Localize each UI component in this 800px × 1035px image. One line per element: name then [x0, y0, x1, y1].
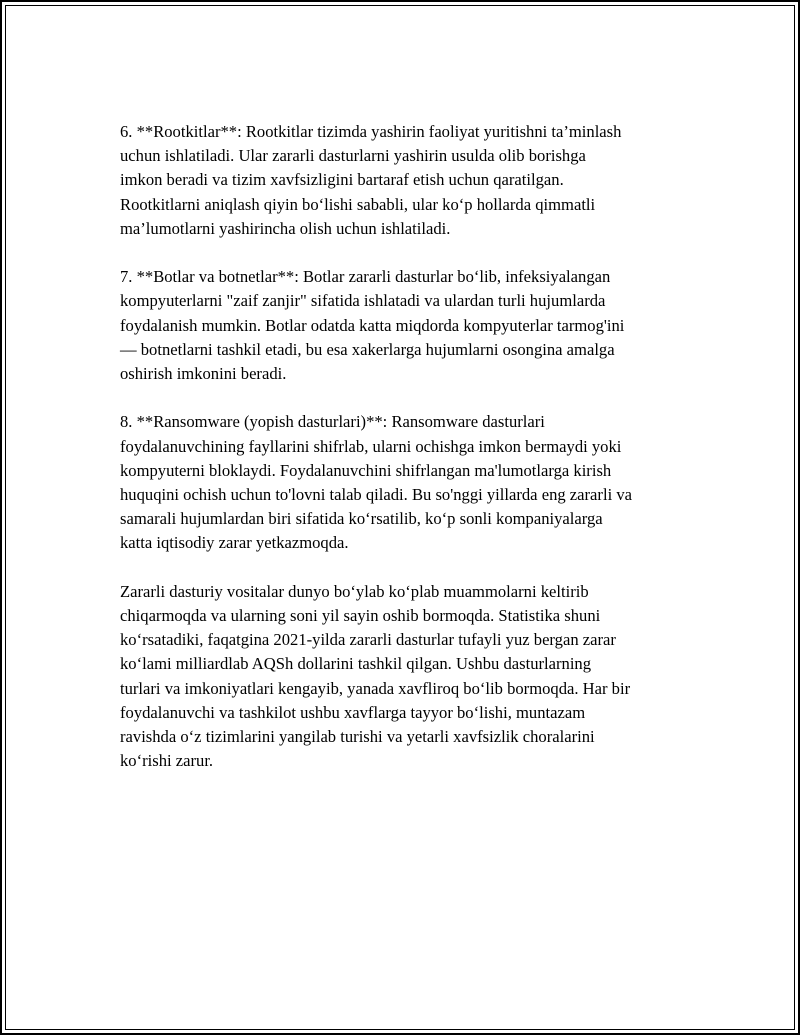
paragraph-rootkits	[120, 120, 700, 241]
text-line: imkon beradi va tizim xavfsizligini bartaraf etish uchun qaratilgan.	[120, 170, 564, 190]
text-line: ravishda oʻz tizimlarini yangilab turishi va yetarli xavfsizlik choralarini	[120, 727, 595, 747]
text-line: foydalanish mumkin. Botlar odatda katta miqdorda kompyuterlar tarmog'ini	[120, 315, 625, 335]
text-line: koʻrsatadiki, faqatgina 2021-yilda zararli dasturlar tufayli yuz bergan zarar	[120, 630, 616, 650]
text-line: turlari va imkoniyatlari kengayib, yanada xavfliroq boʻlib bormoqda. Har bir	[120, 678, 631, 698]
text-line: foydalanuvchi va tashkilot ushbu xavflarga tayyor boʻlishi, muntazam	[120, 702, 586, 722]
text-line: samarali hujumlardan biri sifatida koʻrsatilib, koʻp sonli kompaniyalarga	[120, 509, 603, 529]
paragraph-ransomware	[120, 410, 700, 555]
text-line: uchun ishlatiladi. Ular zararli dasturlarni yashirin usulda olib borishga	[120, 146, 586, 166]
text-line: Rootkitlarni aniqlash qiyin boʻlishi sababli, ular koʻp hollarda qimmatli	[120, 194, 596, 214]
text-line: katta iqtisodiy zarar yetkazmoqda.	[120, 533, 349, 553]
text-line: — botnetlarni tashkil etadi, bu esa xakerlarga hujumlarni osongina amalga	[120, 339, 615, 359]
text-line: kompyuterlarni "zaif zanjir" sifatida ishlatadi va ulardan turli hujumlarda	[120, 291, 606, 311]
text-line: 8. **Ransomware (yopish dasturlari)**: Ransomware dasturlari	[120, 412, 545, 432]
document-body	[120, 120, 700, 773]
text-line: huquqini ochish uchun to'lovni talab qiladi. Bu so'nggi yillarda eng zararli va	[120, 485, 632, 505]
text-line: 7. **Botlar va botnetlar**: Botlar zararli dasturlar boʻlib, infeksiyalangan	[120, 267, 611, 287]
paragraph-conclusion	[120, 580, 700, 774]
text-line: chiqarmoqda va ularning soni yil sayin oshib bormoqda. Statistika shuni	[120, 606, 601, 626]
text-line: ma’lumotlarni yashirincha olish uchun ishlatiladi.	[120, 218, 451, 238]
paragraph-bots-botnets	[120, 265, 700, 386]
text-line: koʻlami milliardlab AQSh dollarini tashkil qilgan. Ushbu dasturlarning	[120, 654, 592, 674]
text-line: kompyuterni bloklaydi. Foydalanuvchini shifrlangan ma'lumotlarga kirish	[120, 460, 612, 480]
text-line: 6. **Rootkitlar**: Rootkitlar tizimda yashirin faoliyat yuritishni ta’minlash	[120, 122, 622, 141]
text-line: foydalanuvchining fayllarini shifrlab, ularni ochishga imkon bermaydi yoki	[120, 436, 622, 456]
text-line: Zararli dasturiy vositalar dunyo boʻylab koʻplab muammolarni keltirib	[120, 581, 589, 601]
text-line: oshirish imkonini beradi.	[120, 364, 287, 384]
text-line: koʻrishi zarur.	[120, 751, 214, 771]
